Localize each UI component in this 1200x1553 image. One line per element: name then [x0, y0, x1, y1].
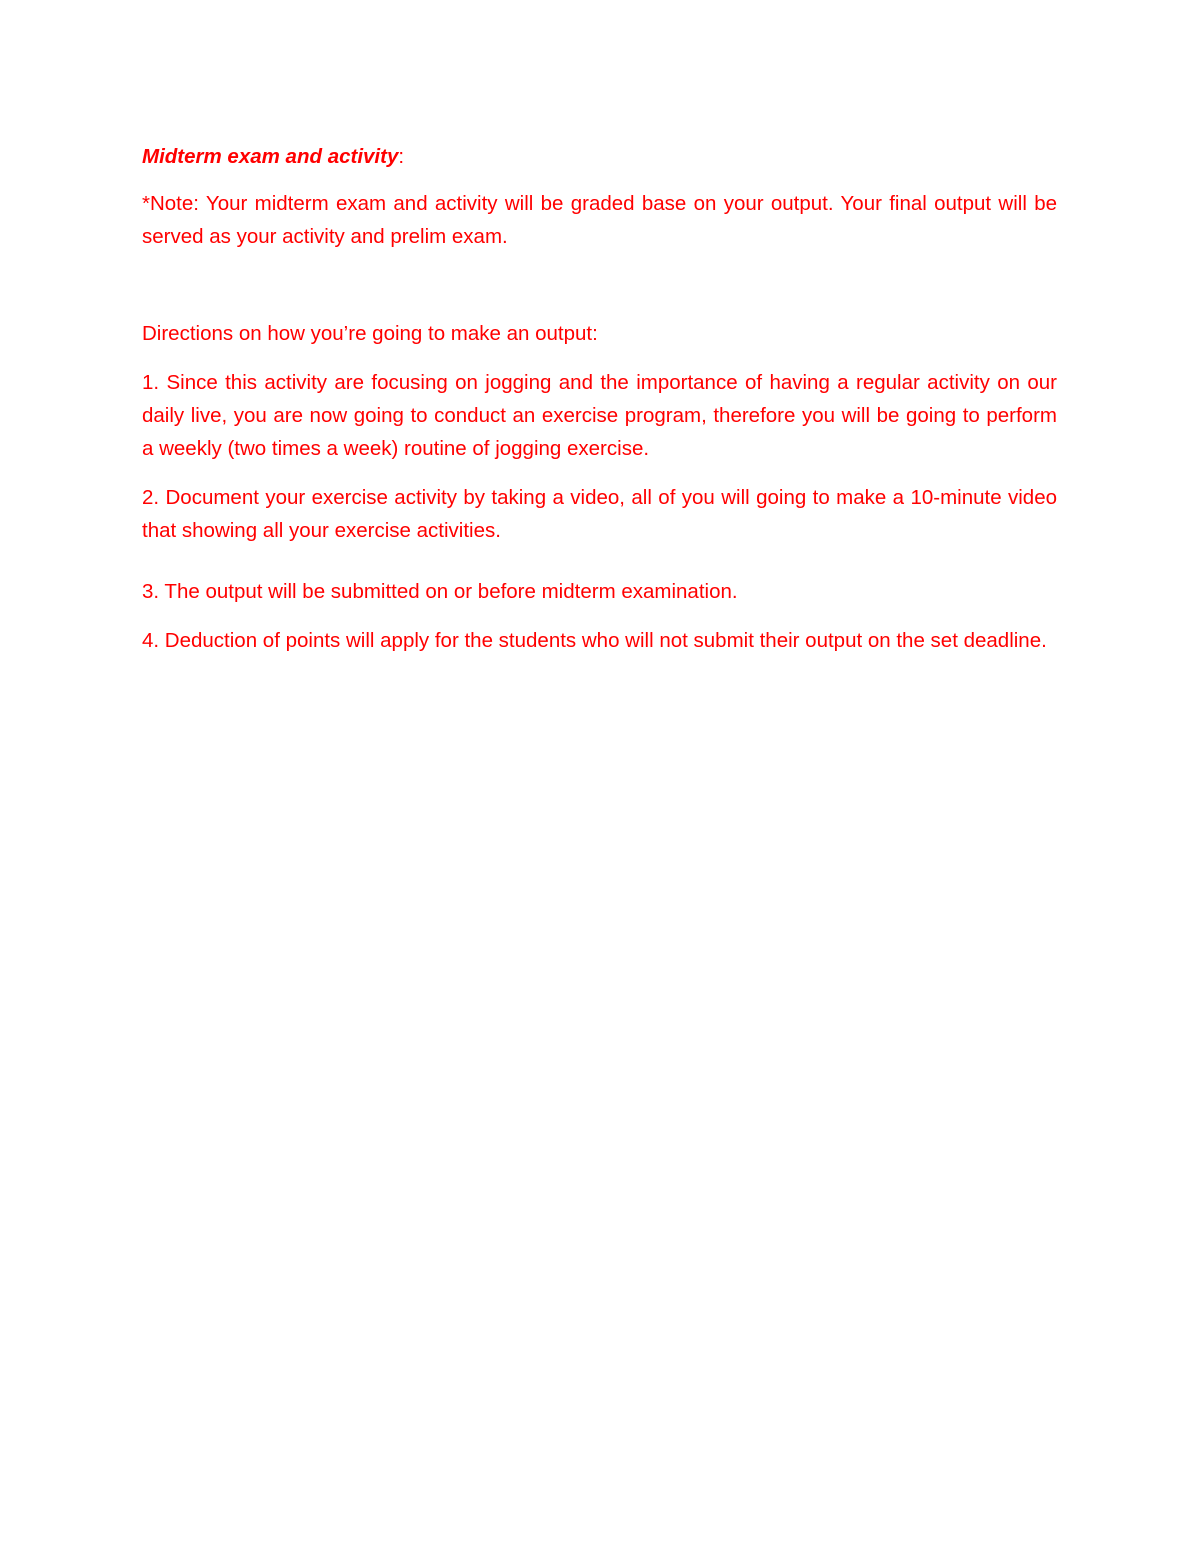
document-title-text: Midterm exam and activity: [142, 145, 399, 168]
document-title: [142, 140, 1057, 173]
direction-item-4: 4. Deduction of points will apply for the students who will not submit their output on the set deadline.: [142, 629, 1047, 652]
directions-heading: Directions on how you’re going to make an output:: [142, 322, 598, 345]
document-title-colon: :: [398, 145, 405, 168]
document-body: [142, 140, 1057, 673]
direction-item-2: 2. Document your exercise activity by taking a video, all of you will going to make a 10-minute video that showing all your exercise activities.: [142, 486, 1057, 542]
direction-item-1: 1. Since this activity are focusing on jogging and the importance of having a regular activity on our daily live, you are now going to conduct an exercise program, therefore you will be going to perform a weekly (two times a week) routine of jogging exercise.: [142, 371, 1057, 460]
direction-item-3: 3. The output will be submitted on or before midterm examination.: [142, 580, 738, 603]
note-paragraph: *Note: Your midterm exam and activity will be graded base on your output. Your final output will be served as your activity and prelim exam.: [142, 192, 1057, 248]
